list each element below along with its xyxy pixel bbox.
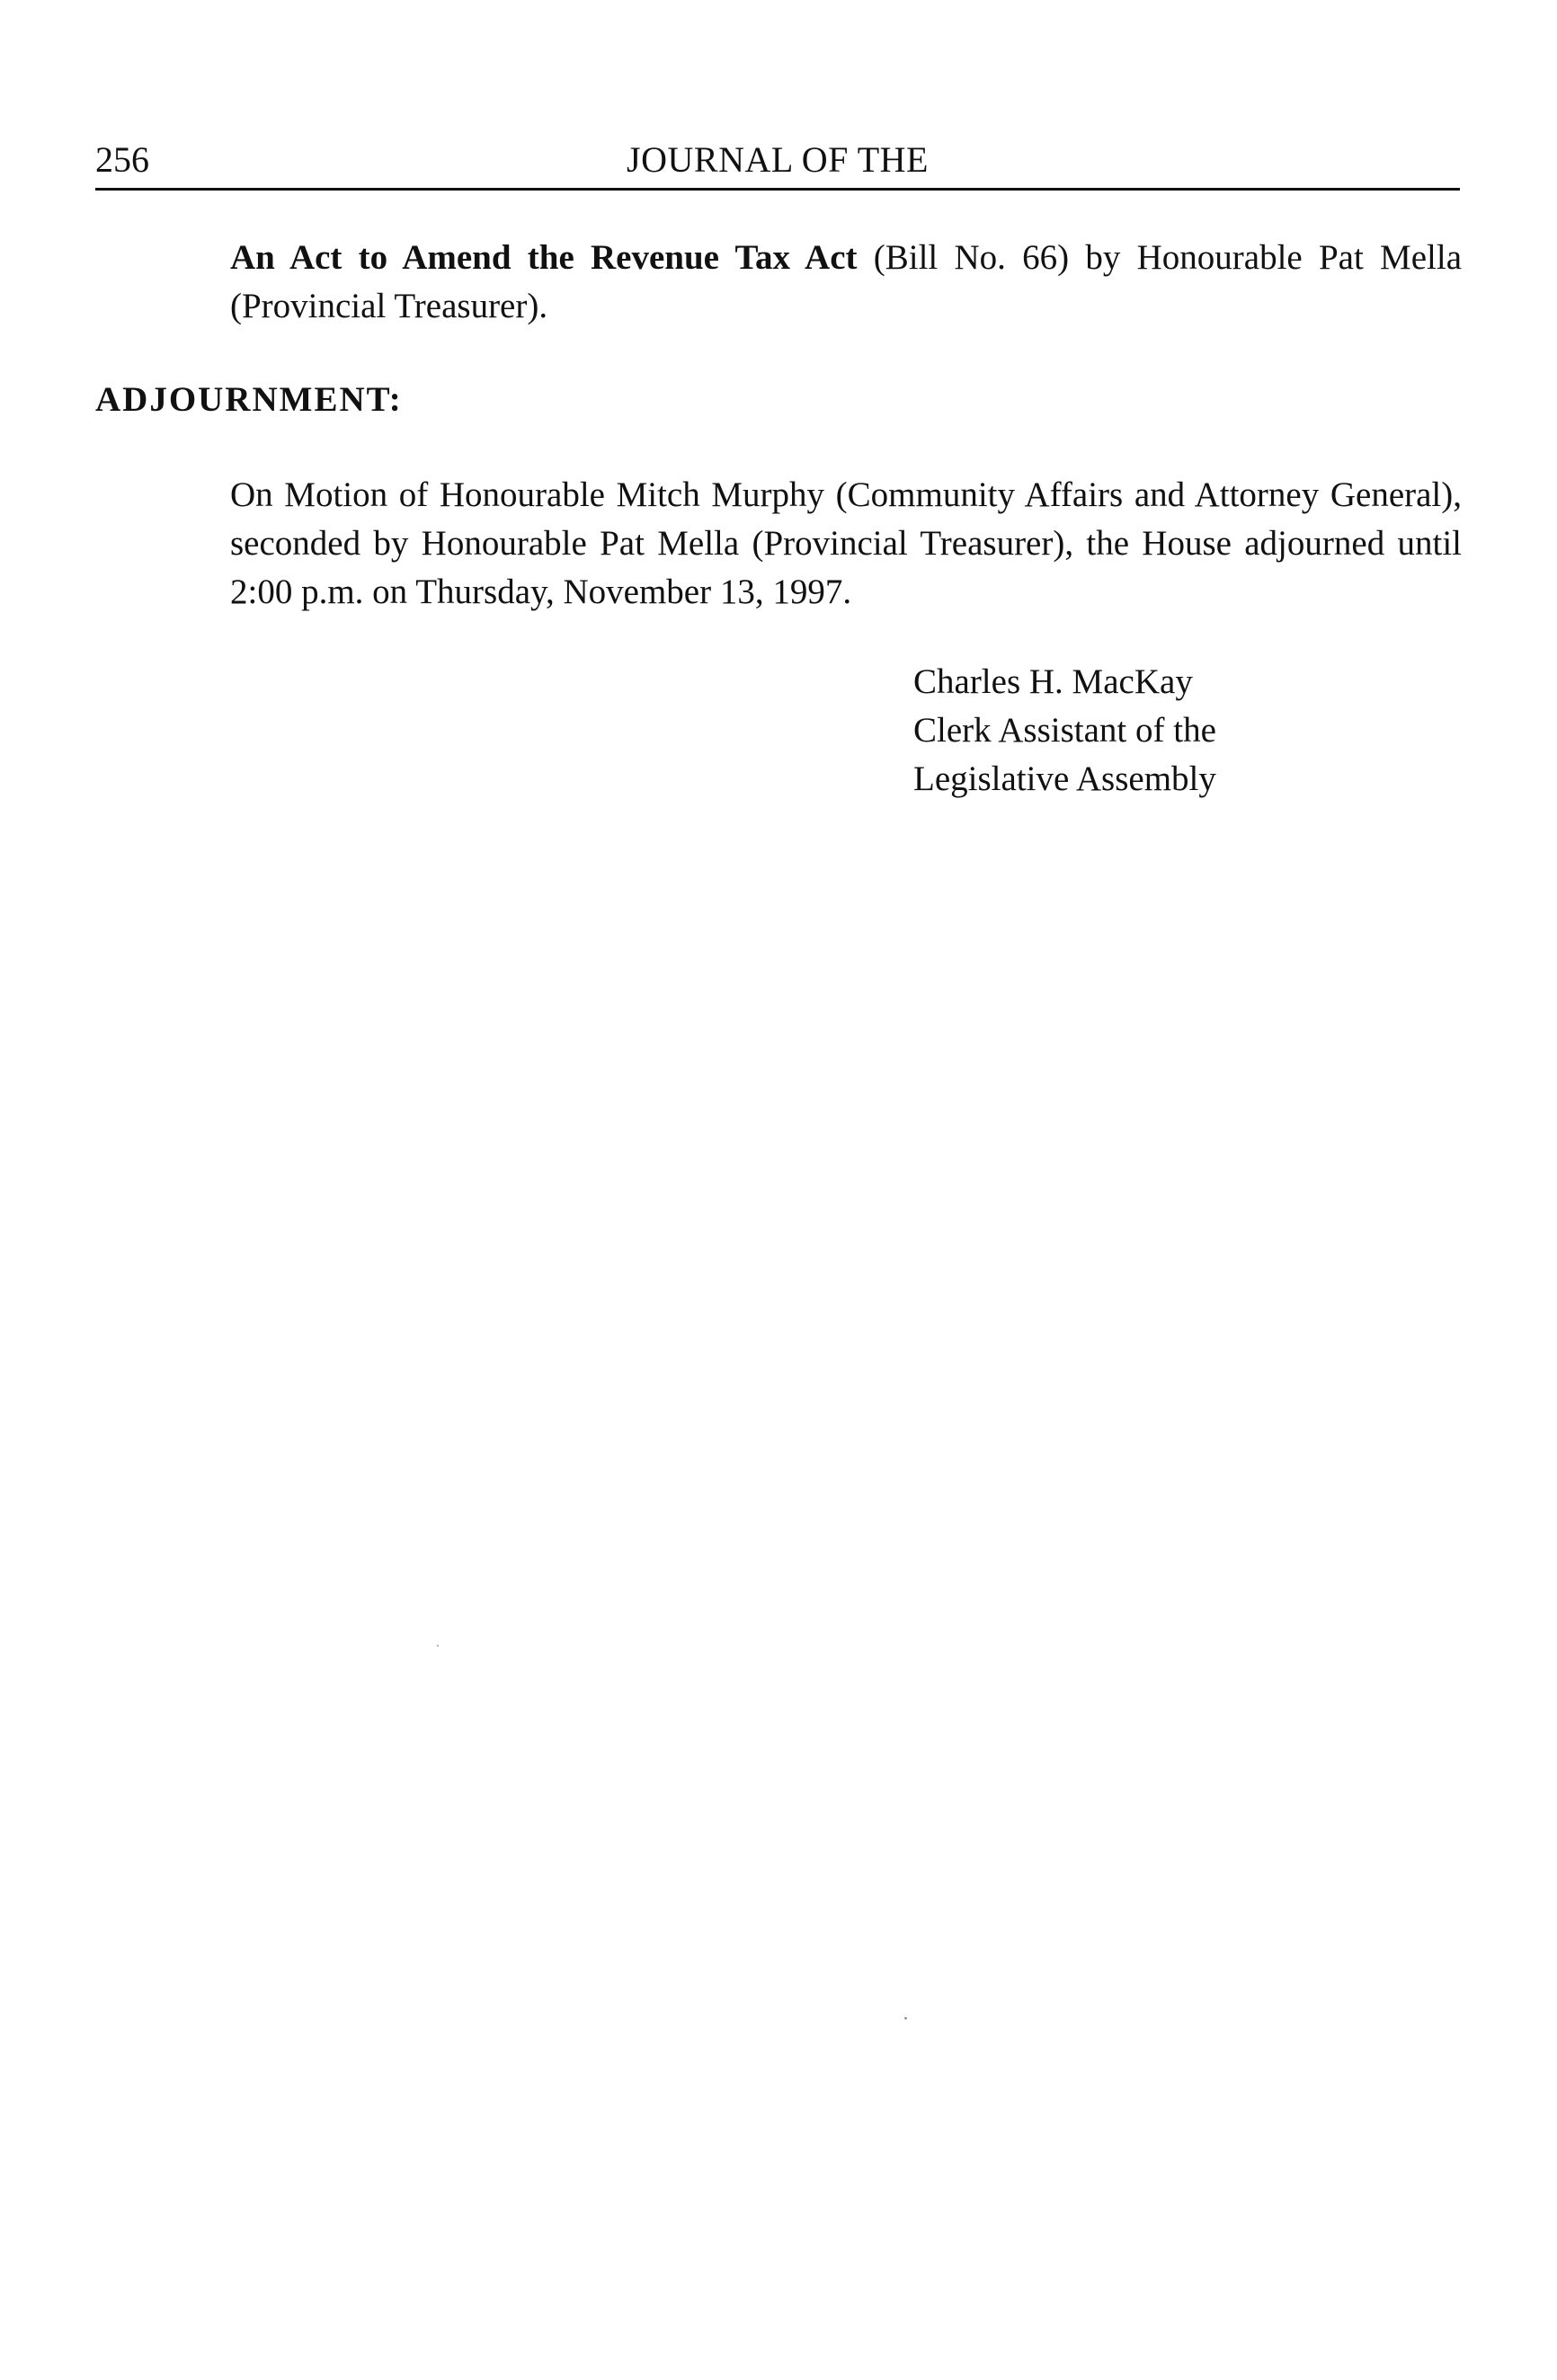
header-rule	[95, 188, 1460, 191]
page-number: 256	[95, 139, 149, 180]
signatory-title-line-2: Legislative Assembly	[913, 759, 1216, 798]
adjournment-motion: On Motion of Honourable Mitch Murphy (Community Affairs and Attorney General), seconded by Honourable Pat Mella (Provincial Treasurer), the House adjourned until 2:00 p.m. on Thursday, November 13, 1997.	[230, 475, 1462, 611]
signature-block	[913, 658, 1216, 804]
bill-details: (Bill No. 66) by Honourable Pat Mella (Provincial Treasurer).	[230, 238, 1463, 325]
scan-speck	[437, 1645, 439, 1647]
scan-speck	[904, 2017, 907, 2020]
journal-title: JOURNAL OF THE	[627, 139, 929, 180]
bill-entry	[230, 234, 1462, 331]
bill-title: An Act to Amend the Revenue Tax Act	[230, 238, 858, 277]
running-header	[95, 135, 1460, 189]
signatory-title-line-1: Clerk Assistant of the	[913, 711, 1216, 750]
signatory-name: Charles H. MacKay	[913, 662, 1193, 701]
adjournment-heading: ADJOURNMENT:	[95, 380, 403, 419]
